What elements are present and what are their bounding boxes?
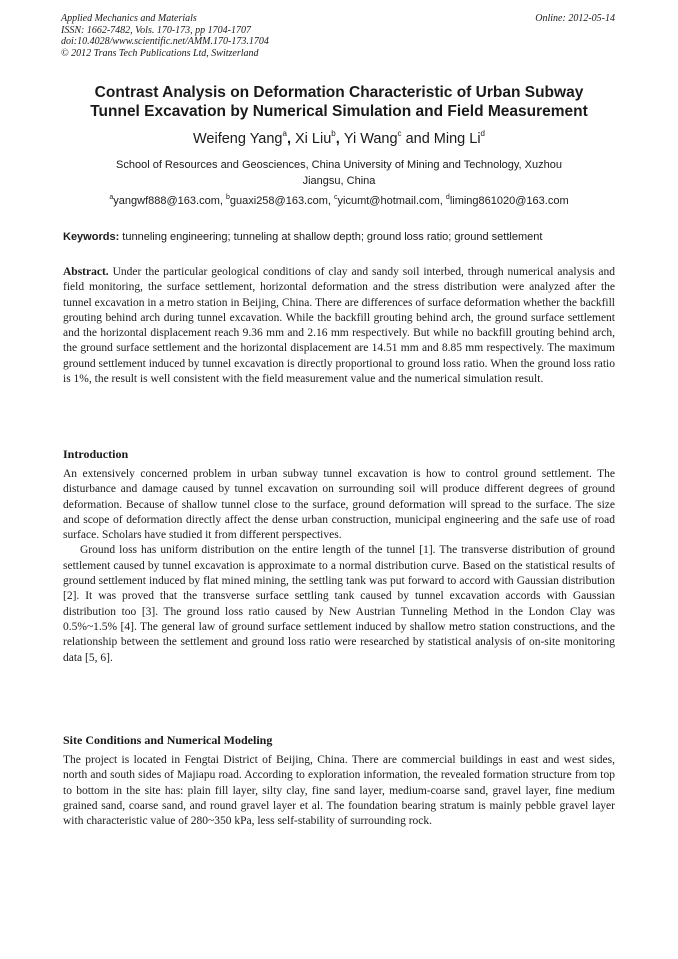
author-sep: , (335, 131, 344, 147)
title-line-2: Tunnel Excavation by Numerical Simulation and Field Measurement (90, 103, 588, 120)
introduction-paragraph-1: An extensively concerned problem in urban subway tunnel excavation is how to control ground settlement. The disturbance and damage caused by tunnel excavation on surrounding soil will produce different degrees of ground deformation. Because of shallow tunnel close to the surface, ground deformation will spread to the surface. The size and scope of deformation directly affect the dense urban construction, municipal engineering and the safe use of road surface. Scholars have studied it from different perspectives. (63, 468, 615, 542)
email-sep: , (219, 195, 226, 207)
email-sup: c (334, 194, 338, 201)
email-list (60, 194, 618, 208)
abstract (63, 265, 615, 387)
email-sup: d (445, 194, 450, 201)
online-date: Online: 2012-05-14 (535, 13, 615, 24)
abstract-label: Abstract. (63, 266, 109, 278)
author-sup: b (331, 129, 336, 138)
site-conditions-heading: Site Conditions and Numerical Modeling (63, 733, 273, 747)
paper-title (60, 83, 618, 121)
author-sep: and (401, 131, 434, 147)
journal-name: Applied Mechanics and Materials (61, 13, 197, 24)
author-name: Xi Liu (295, 131, 332, 147)
author-sup: d (480, 129, 485, 138)
email-address[interactable]: yicumt@hotmail.com (337, 195, 440, 207)
copyright-line: © 2012 Trans Tech Publications Ltd, Switzerland (61, 47, 259, 59)
email-sep: , (327, 195, 335, 207)
author-name: Ming Li (433, 131, 481, 147)
email-address[interactable]: yangwf888@163.com (113, 195, 220, 207)
affiliation-line-2: Jiangsu, China (302, 174, 376, 187)
introduction-section (63, 467, 615, 666)
author-list (60, 130, 618, 148)
journal-header (61, 13, 269, 59)
author-sup: c (397, 129, 402, 138)
title-line-1: Contrast Analysis on Deformation Characteristic of Urban Subway (94, 84, 584, 101)
abstract-text: Under the particular geological conditions of clay and sandy soil interbed, through numerical analysis and field monitoring, the surface settlement, horizontal deformation and the stress distribution were analyzed after the tunnel excavation in a metro station in Beijing, China. There are differences of surface deformation whether the backfill grouting behind arch during tunnel excavation. While the backfill grouting behind arch, the ground surface settlement and the horizontal displacement reach 9.36 mm and 2.16 mm respectively. But while no backfill grouting behind arch, the ground surface settlement and the horizontal displacement are 14.51 mm and 8.85 mm respectively. The maximum ground settlement induced by tunnel excavation is directly proportional to ground loss ratio. When the ground loss ratio is 1%, the result is well consistent with the field measurement value and the numerical simulation result. (63, 266, 615, 386)
doi-line[interactable]: doi:10.4028/www.scientific.net/AMM.170-173.1704 (61, 36, 269, 47)
affiliation-line-1: School of Resources and Geosciences, China University of Mining and Technology, Xuzhou (116, 159, 562, 171)
abstract-paragraph (63, 265, 615, 387)
email-address[interactable]: guaxi258@163.com (229, 195, 328, 207)
email-address[interactable]: liming861020@163.com (449, 195, 569, 207)
email-sup: a (109, 194, 114, 201)
email-sup: b (225, 194, 230, 201)
author-sup: a (282, 129, 287, 138)
introduction-heading: Introduction (63, 447, 129, 461)
affiliation (70, 158, 608, 189)
introduction-paragraph-2: Ground loss has uniform distribution on the entire length of the tunnel [1]. The transverse distribution of ground settlement caused by tunnel excavation is approximate to a normal distribution curve. Based on the statistical results of ground settlement induced by flat mined mining, the settling tank was put forward to accord with Gaussian distribution [2]. It was proved that the transverse surface settling tank caused by tunnel excavation accords with Gaussian distribution too [3]. The ground loss ratio caused by New Austrian Tunneling Method in the London Clay was 0.5%~1.5% [4]. The general law of ground surface settlement induced by shallow metro station constructions, and the relationship between the settlement and ground loss ratio were researched by statistical analysis of on-site monitoring data [5, 6]. (63, 544, 615, 664)
keywords (63, 230, 615, 244)
site-conditions-section (63, 753, 615, 829)
author-sep: , (286, 131, 296, 147)
site-conditions-paragraph-1: The project is located in Fengtai District of Beijing, China. There are commercial buildings in east and west sides, north and south sides of Majiapu road. According to exploration information, the revealed formation structure from top to bottom in the site has: plain fill layer, silty clay, fine sand layer, medium-coarse sand, gravel layer, fine medium grained sand, coarse sand, and round gravel layer et al. The foundation bearing stratum is mainly pebble gravel layer with characteristic value of 280~350 kPa, less self-stability of surrounding rock. (63, 754, 615, 828)
issn-line: ISSN: 1662-7482, Vols. 170-173, pp 1704-1707 (61, 24, 251, 36)
keywords-label: Keywords: (63, 231, 120, 243)
author-name: Yi Wang (343, 131, 398, 147)
author-name: Weifeng Yang (193, 131, 283, 147)
keywords-text: tunneling engineering; tunneling at shallow depth; ground loss ratio; ground settlement (119, 231, 543, 243)
email-sep: , (439, 195, 446, 207)
